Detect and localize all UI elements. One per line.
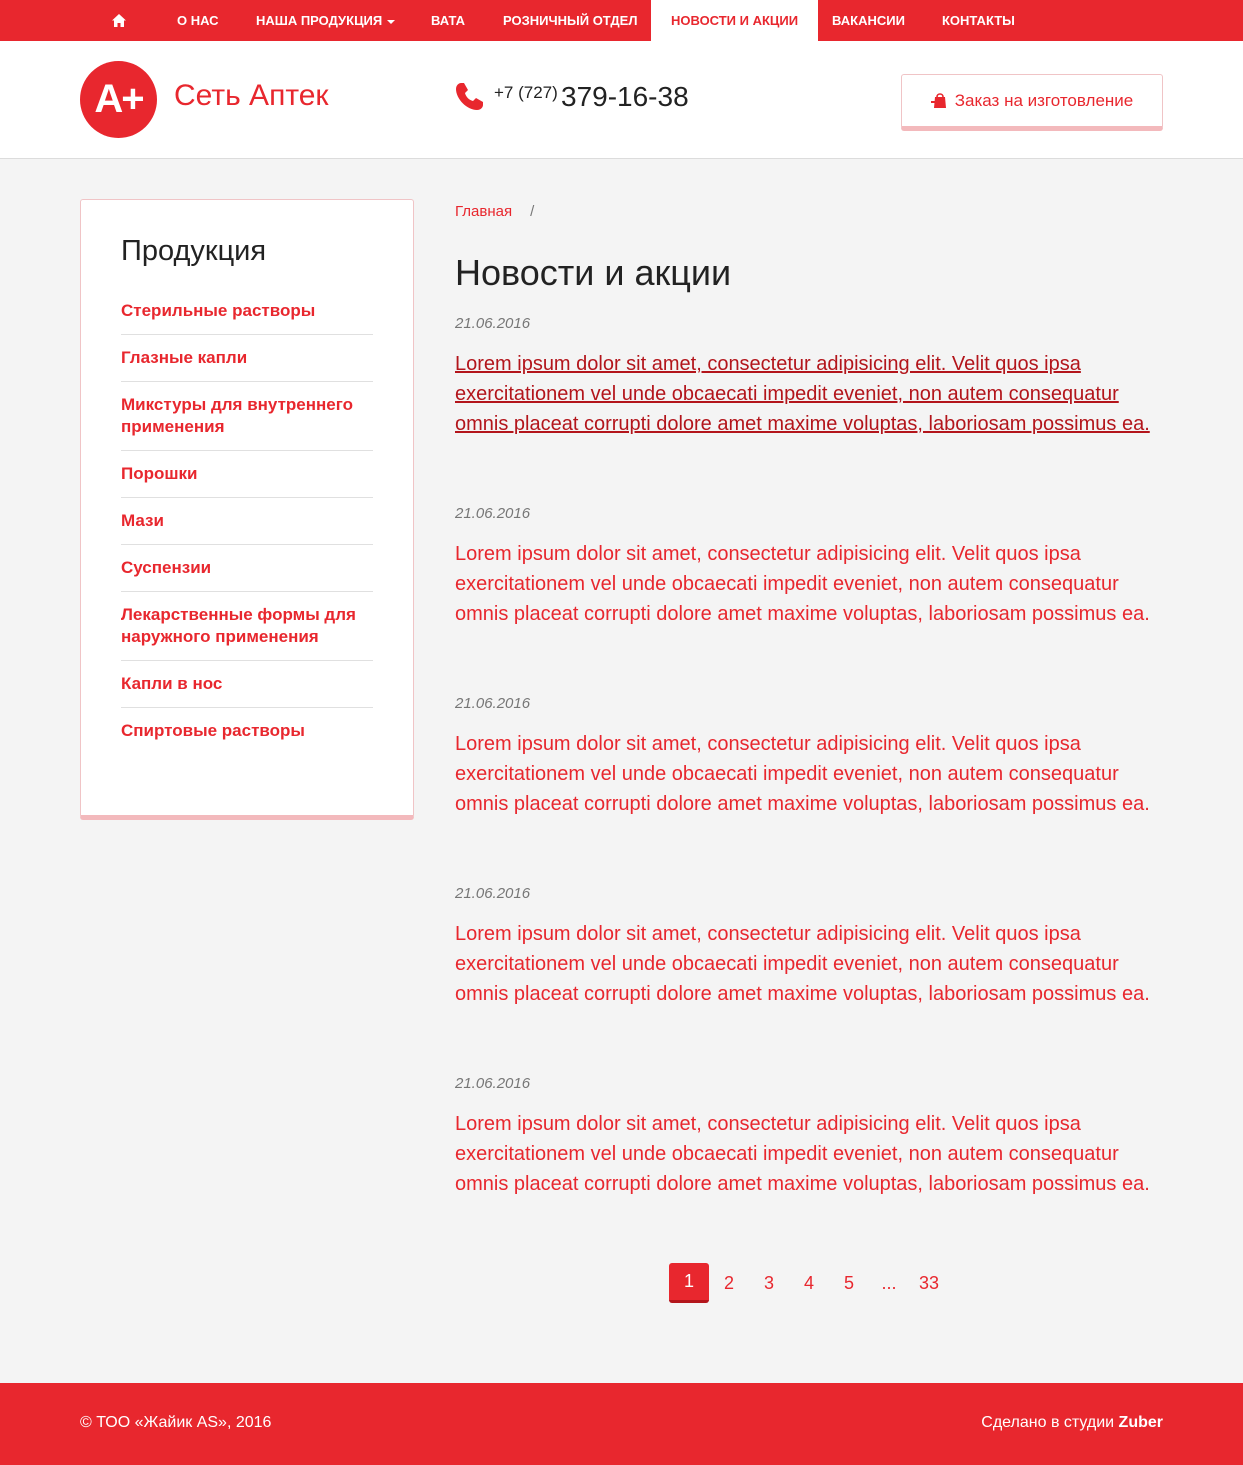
- breadcrumb-home[interactable]: Главная: [455, 203, 513, 220]
- product-sidebar: [80, 199, 414, 820]
- order-button-label: Заказ на изготовление: [954, 91, 1134, 110]
- footer-studio-prefix: Сделано в студии: [981, 1414, 1115, 1431]
- news-link[interactable]: Lorem ipsum dolor sit amet, consectetur adipisicing elit. Velit quos ipsa exercitationem vel unde obcaecati impedit eveniet, non autem consequatur omnis placeat corrupti dolore amet maxime voluptas, laboriosam possimus ea.: [455, 923, 1150, 1005]
- news-date: 21.06.2016: [455, 315, 531, 332]
- news-item: [455, 1075, 1165, 1199]
- phone-icon: [455, 81, 485, 111]
- sidebar-list: [121, 288, 373, 754]
- nav-products-label: НАША ПРОДУКЦИЯ: [256, 13, 383, 28]
- top-nav: [0, 0, 1243, 41]
- sidebar-item-external-forms[interactable]: Лекарственные формы для наружного применения: [121, 592, 373, 661]
- nav-vacancies[interactable]: ВАКАНСИИ: [832, 13, 905, 28]
- shopping-bag-icon: [931, 91, 949, 109]
- footer-studio-link[interactable]: Zuber: [1118, 1414, 1163, 1431]
- footer-copyright: © ТОО «Жайик AS», 2016: [80, 1414, 272, 1431]
- news-link[interactable]: Lorem ipsum dolor sit amet, consectetur adipisicing elit. Velit quos ipsa exercitationem vel unde obcaecati impedit eveniet, non autem consequatur omnis placeat corrupti dolore amet maxime voluptas, laboriosam possimus ea.: [455, 353, 1150, 435]
- sidebar-title: Продукция: [121, 235, 267, 267]
- pagination-page-4[interactable]: 4: [803, 1273, 814, 1293]
- news-item: [455, 505, 1165, 629]
- footer-studio: [981, 1414, 1163, 1432]
- nav-cotton[interactable]: ВАТА: [431, 13, 465, 28]
- news-link[interactable]: Lorem ipsum dolor sit amet, consectetur adipisicing elit. Velit quos ipsa exercitationem vel unde obcaecati impedit eveniet, non autem consequatur omnis placeat corrupti dolore amet maxime voluptas, laboriosam possimus ea.: [455, 543, 1150, 625]
- caret-down-icon: [387, 20, 395, 24]
- pagination-page-5[interactable]: 5: [843, 1273, 854, 1293]
- pagination-page-1[interactable]: 1: [669, 1263, 709, 1303]
- breadcrumb: [455, 203, 534, 220]
- pagination-page-last[interactable]: 33: [918, 1273, 940, 1293]
- site-name[interactable]: Сеть Аптек: [174, 79, 329, 112]
- nav-news[interactable]: НОВОСТИ И АКЦИИ: [651, 0, 818, 41]
- news-date: 21.06.2016: [455, 885, 531, 902]
- news-item: [455, 885, 1165, 1009]
- site-header: [0, 41, 1243, 159]
- sidebar-item-eye-drops[interactable]: Глазные капли: [121, 335, 373, 382]
- home-icon[interactable]: [112, 14, 126, 27]
- sidebar-item-alcohol-solutions[interactable]: Спиртовые растворы: [121, 721, 305, 740]
- news-date: 21.06.2016: [455, 505, 531, 522]
- sidebar-item-powders[interactable]: Порошки: [121, 451, 373, 498]
- sidebar-item-mixtures[interactable]: Микстуры для внутреннего применения: [121, 382, 373, 451]
- logo[interactable]: A+: [80, 61, 157, 138]
- pagination-page-2[interactable]: 2: [723, 1273, 734, 1293]
- nav-retail[interactable]: РОЗНИЧНЫЙ ОТДЕЛ: [503, 13, 638, 28]
- nav-contacts[interactable]: КОНТАКТЫ: [942, 13, 1015, 28]
- sidebar-item-suspensions[interactable]: Суспензии: [121, 545, 373, 592]
- phone-code: +7 (727): [494, 83, 558, 102]
- news-item: [455, 695, 1165, 819]
- order-button[interactable]: [901, 74, 1163, 131]
- page-title: Новости и акции: [455, 252, 732, 293]
- nav-about[interactable]: О НАС: [177, 13, 219, 28]
- news-date: 21.06.2016: [455, 695, 531, 712]
- news-link[interactable]: Lorem ipsum dolor sit amet, consectetur adipisicing elit. Velit quos ipsa exercitationem vel unde obcaecati impedit eveniet, non autem consequatur omnis placeat corrupti dolore amet maxime voluptas, laboriosam possimus ea.: [455, 733, 1150, 815]
- pagination-page-3[interactable]: 3: [763, 1273, 774, 1293]
- breadcrumb-separator: /: [530, 203, 535, 220]
- news-item: [455, 315, 1165, 439]
- news-date: 21.06.2016: [455, 1075, 531, 1092]
- nav-products[interactable]: [256, 0, 395, 41]
- pagination-ellipsis: ...: [881, 1273, 897, 1293]
- news-link[interactable]: Lorem ipsum dolor sit amet, consectetur adipisicing elit. Velit quos ipsa exercitationem vel unde obcaecati impedit eveniet, non autem consequatur omnis placeat corrupti dolore amet maxime voluptas, laboriosam possimus ea.: [455, 1113, 1150, 1195]
- phone-number[interactable]: 379-16-38: [561, 81, 689, 112]
- site-footer: [0, 1383, 1243, 1465]
- sidebar-item-ointments[interactable]: Мази: [121, 498, 373, 545]
- sidebar-item-sterile-solutions[interactable]: Стерильные растворы: [121, 288, 373, 335]
- sidebar-item-nasal-drops[interactable]: Капли в нос: [121, 661, 373, 708]
